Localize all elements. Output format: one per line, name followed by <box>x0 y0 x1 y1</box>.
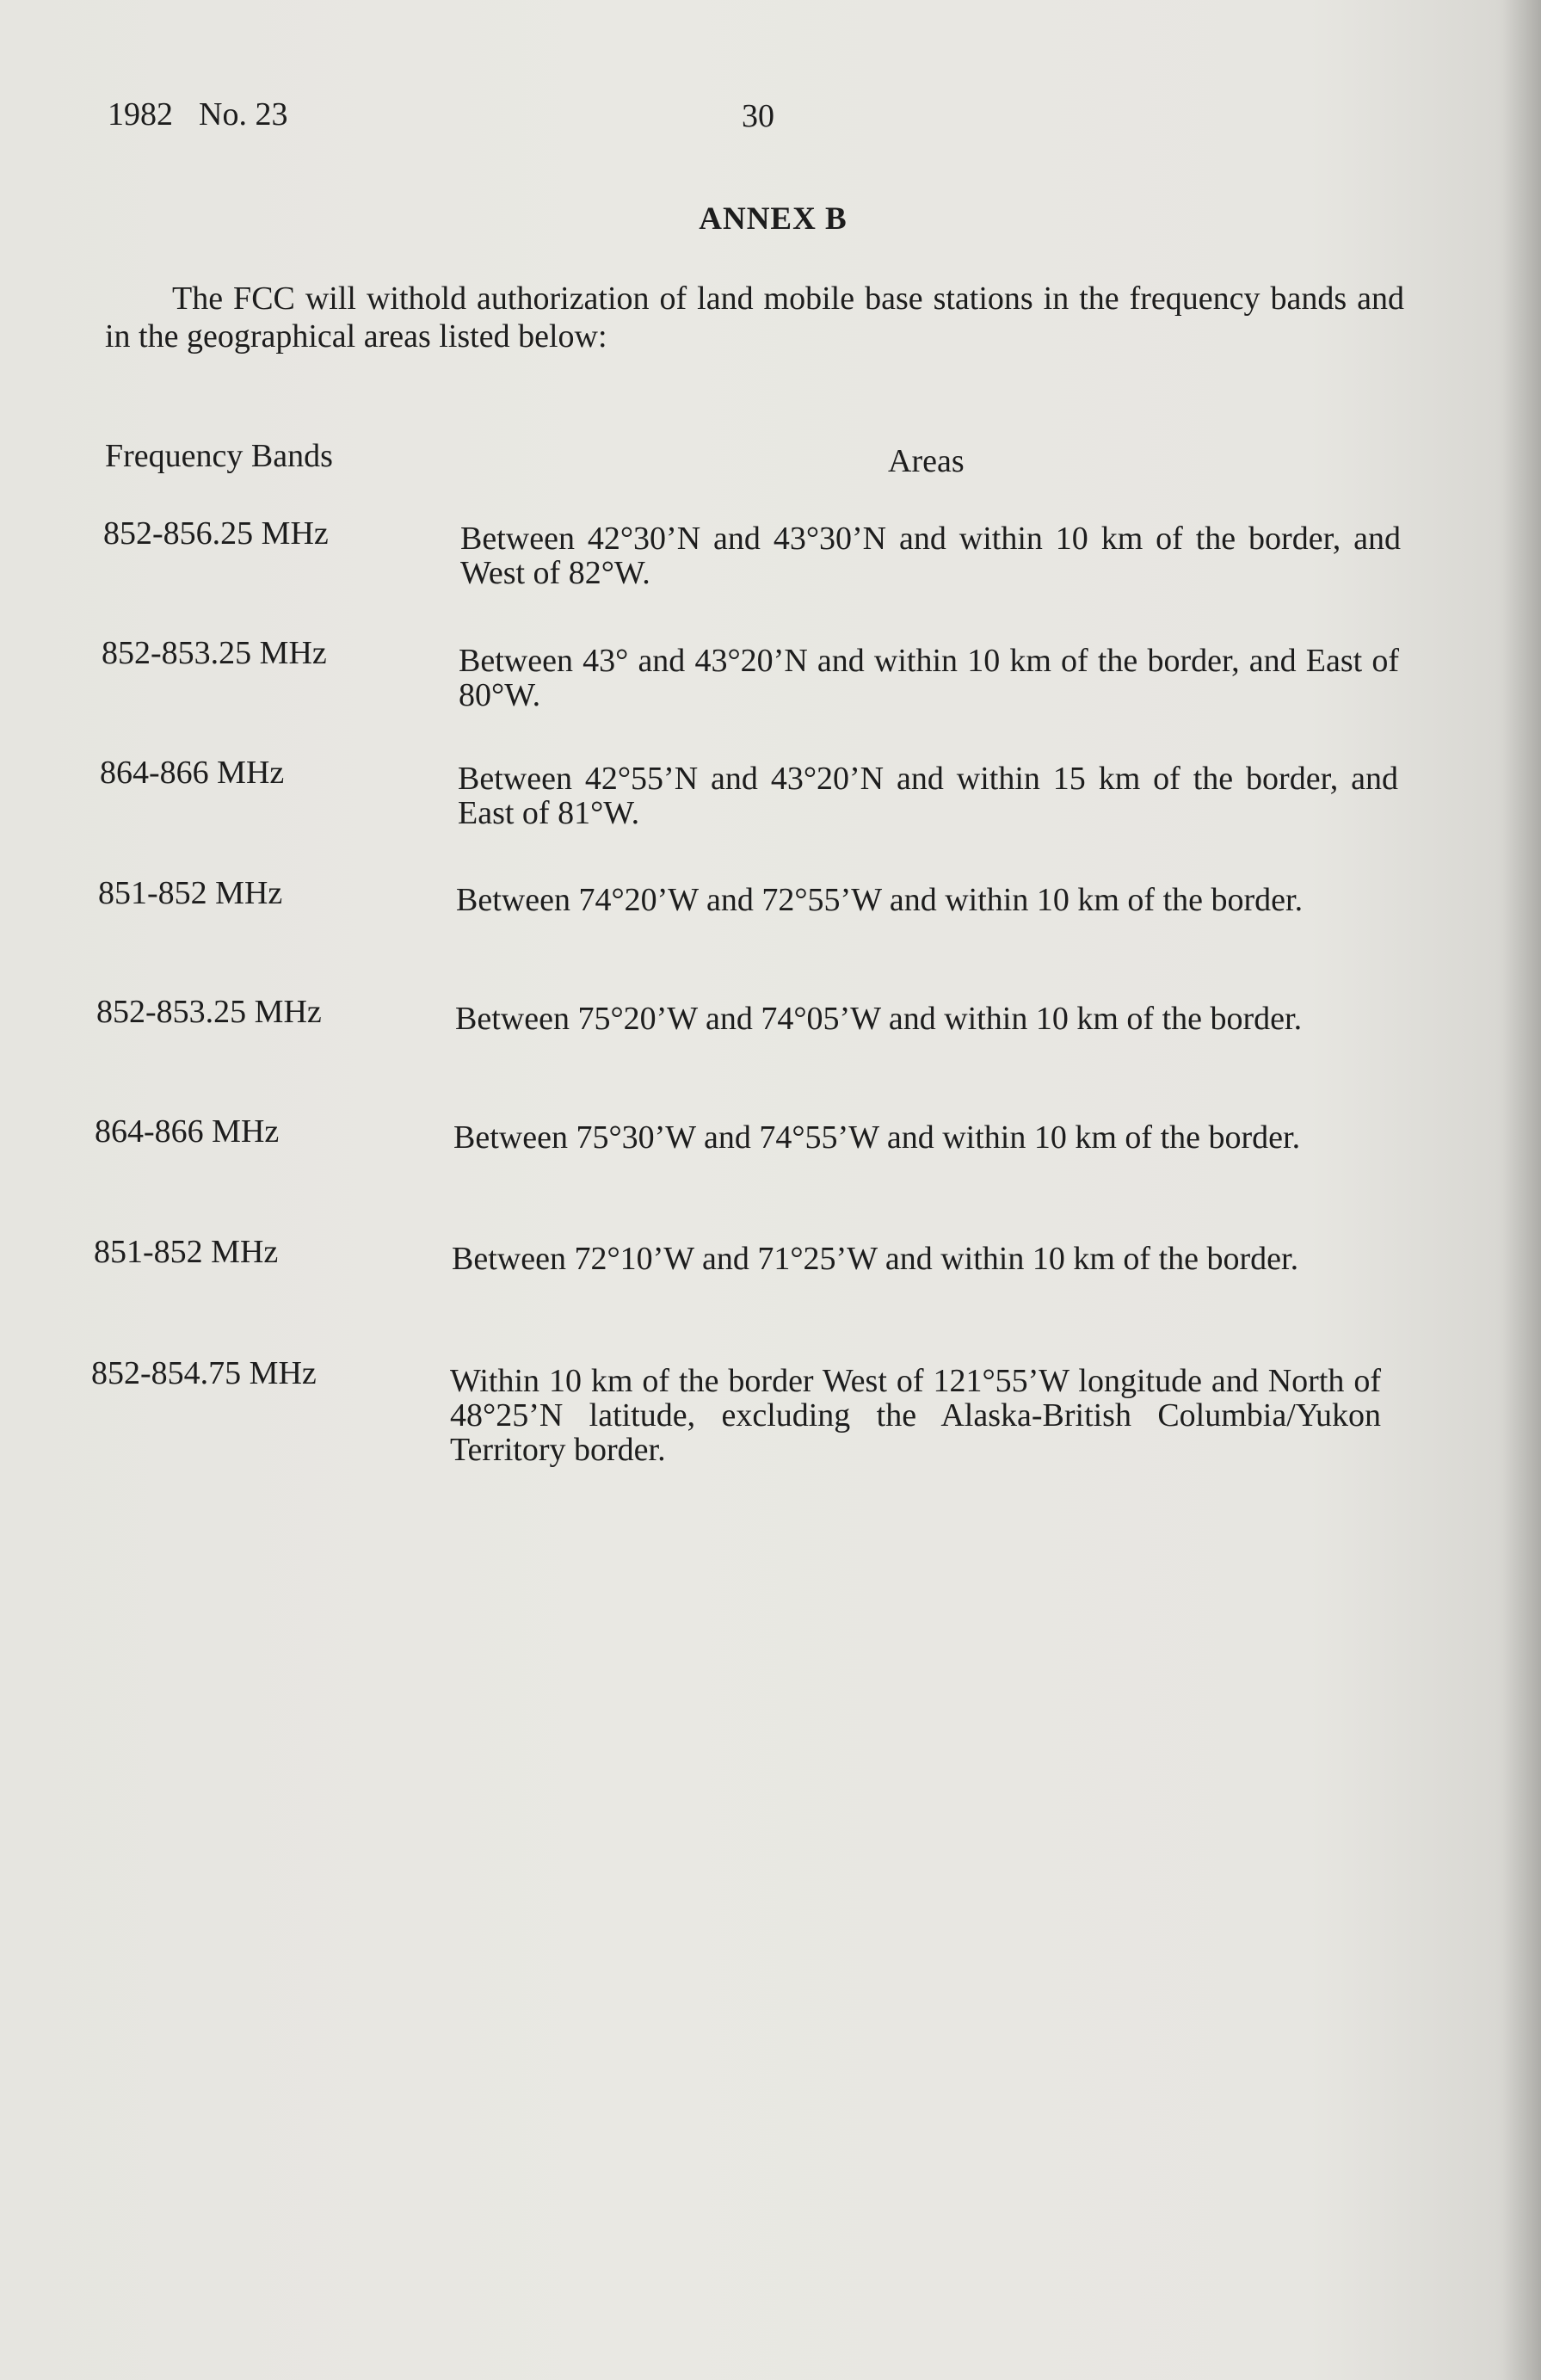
running-header <box>108 95 287 134</box>
area-description: Between 74°20’W and 72°55’W and within 10 km of the border. <box>456 882 1304 918</box>
header-issue: No. 23 <box>199 96 288 133</box>
frequency-band: 851-852 MHz <box>94 1234 279 1270</box>
header-year: 1982 <box>108 96 173 133</box>
frequency-band: 852-853.25 MHz <box>96 994 322 1030</box>
frequency-band: 852-854.75 MHz <box>91 1355 317 1391</box>
frequency-band: 852-856.25 MHz <box>103 515 329 552</box>
annex-title <box>0 200 1541 239</box>
area-description: Between 42°55’N and 43°20’N and within 15 km of the border, and East of 81°W. <box>458 761 1398 831</box>
intro-paragraph: The FCC will withold authorization of land mobile base stations in the frequency bands and in the geographical areas listed below: <box>105 281 1404 355</box>
frequency-band: 864-866 MHz <box>100 755 285 791</box>
area-description: Between 75°30’W and 74°55’W and within 10 km of the border. <box>453 1119 1301 1156</box>
area-description: Within 10 km of the border West of 121°55’W longitude and North of 48°25’N latitude, excluding the Alaska-British Columbia/Yukon Territory border. <box>450 1363 1381 1468</box>
column-header-frequency: Frequency Bands <box>105 438 333 474</box>
frequency-band: 852-853.25 MHz <box>102 635 327 671</box>
frequency-band: 864-866 MHz <box>95 1113 280 1150</box>
binding-shadow <box>1502 0 1541 2380</box>
area-description: Between 42°30’N and 43°30’N and within 10 km of the border, and West of 82°W. <box>460 521 1401 591</box>
page-number: 30 <box>742 98 774 134</box>
area-description: Between 72°10’W and 71°25’W and within 10 km of the border. <box>452 1241 1299 1277</box>
column-header-areas: Areas <box>888 443 965 479</box>
frequency-band: 851-852 MHz <box>98 875 283 911</box>
area-description: Between 75°20’W and 74°05’W and within 10 km of the border. <box>455 1001 1303 1037</box>
area-description: Between 43° and 43°20’N and within 10 km of the border, and East of 80°W. <box>459 643 1399 713</box>
annex-title-text: ANNEX B <box>699 201 848 237</box>
